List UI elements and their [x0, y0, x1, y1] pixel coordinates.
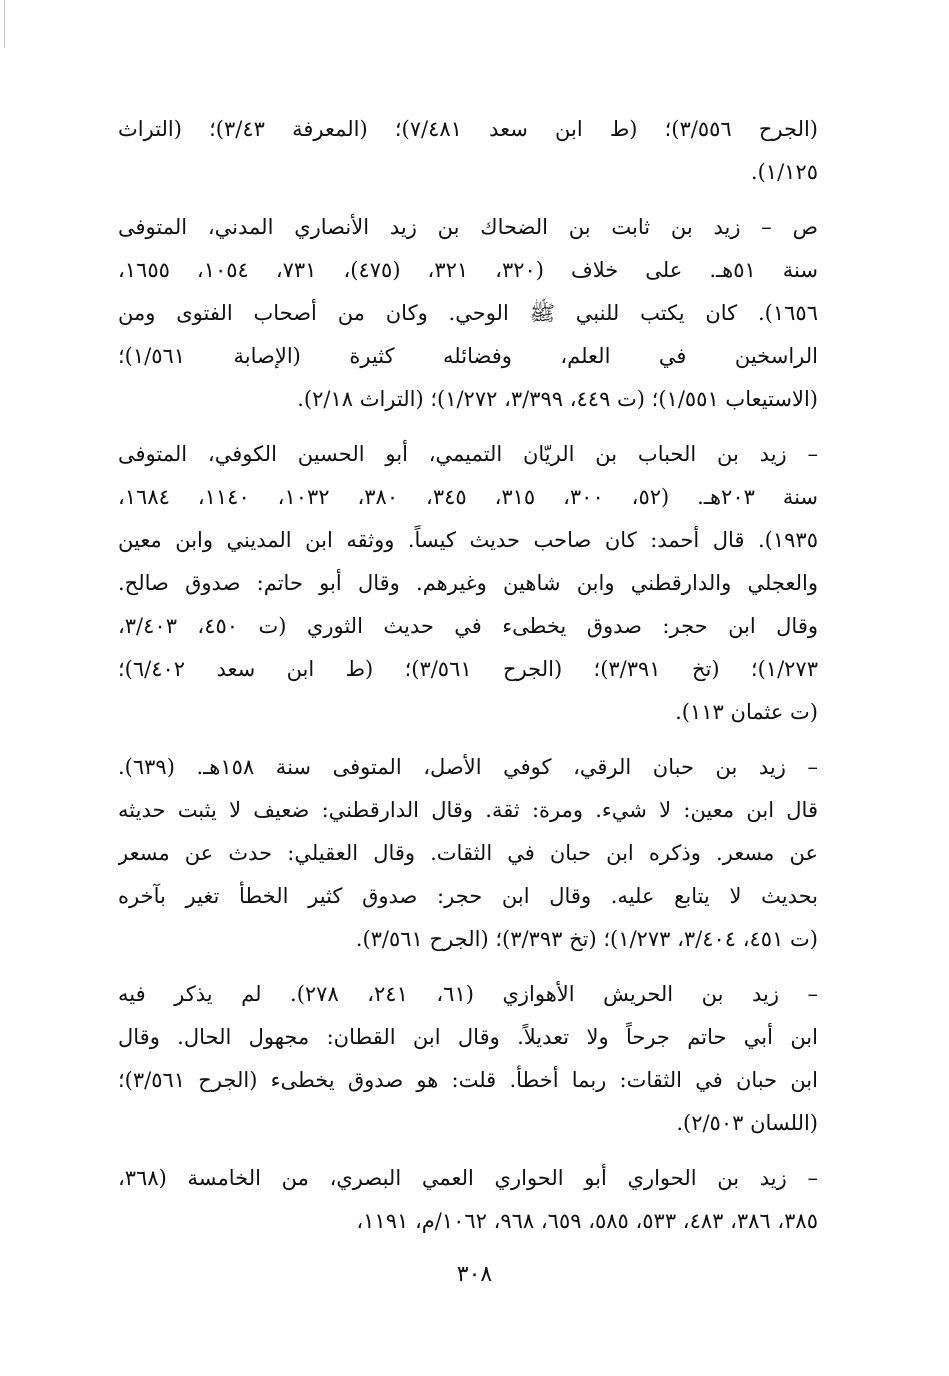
entry-line: ابن حبان في الثقات: ربما أخطأ. قلت: هو صدوق يخطىء (الجرح ٣/٥٦١)؛ [118, 1068, 818, 1092]
entry-line: – زيد بن الحباب بن الريّان التميمي، أبو الحسين الكوفي، المتوفى [118, 442, 818, 466]
entry-line: ١/١٢٥). [750, 160, 818, 184]
entry-line: (اللسان ٢/٥٠٣). [676, 1111, 818, 1135]
entry-line: (الاستيعاب ١/٥٥١)؛ (ت ٤٤٩، ٣/٣٩٩، ١/٢٧٢)؛ (التراث ٢/١٨). [297, 387, 818, 411]
entry-paragraph [118, 973, 818, 1145]
entry-line: سنة ٢٠٣هـ. (٥٢، ٣٠٠، ٣١٥، ٣٤٥، ٣٨٠، ١٠٣٢، ١١٤٠، ١٦٨٤، [118, 485, 818, 509]
scan-edge-mark [4, 0, 5, 48]
entry-line: الراسخين في العلم، وفضائله كثيرة (الإصابة ١/٥٦١)؛ [118, 344, 818, 368]
entry-line: سنة ٥١هـ. على خلاف (٣٢٠، ٣٢١، (٤٧٥)، ٧٣١، ١٠٥٤، ١٦٥٥، [118, 258, 818, 282]
entry-line: (الجرح ٣/٥٥٦)؛ (ط ابن سعد ٧/٤٨١)؛ (المعرفة ٣/٤٣)؛ (التراث [118, 117, 818, 141]
entry-line: ابن أبي حاتم جرحاً ولا تعديلاً. وقال ابن القطان: مجهول الحال. وقال [118, 1025, 818, 1049]
entry-line: ١٦٥٦). كان يكتب للنبي ﷺ الوحي. وكان من أصحاب الفتوى ومن [118, 301, 818, 325]
entry-line: والعجلي والدارقطني وابن شاهين وغيرهم. وقال أبو حاتم: صدوق صالح. [118, 571, 818, 595]
entry-line: قال ابن معين: لا شيء. ومرة: ثقة. وقال الدارقطني: ضعيف لا يثبت حديثه [118, 798, 818, 822]
entry-line: (ت عثمان ١١٣). [675, 700, 818, 724]
entry-line: عن مسعر. وذكره ابن حبان في الثقات. وقال العقيلي: حدث عن مسعر [118, 841, 818, 865]
entry-line: وقال ابن حجر: صدوق يخطىء في حديث الثوري (ت ٤٥٠، ٣/٤٠٣، [118, 614, 818, 638]
entry-line: ١٩٣٥). قال أحمد: كان صاحب حديث كيساً. ووثقه ابن المديني وابن معين [118, 528, 818, 552]
entry-line: ٣٨٥، ٣٨٦، ٤٨٣، ٥٣٣، ٥٨٥، ٦٥٩، ٩٦٨، ١٠٦٢/م، ١١٩١، [356, 1209, 818, 1233]
entry-paragraph [118, 746, 818, 961]
entry-line: – زيد بن حبان الرقي، كوفي الأصل، المتوفى سنة ١٥٨هـ. (٦٣٩). [118, 755, 818, 779]
entry-line: ١/٢٧٣)؛ (تخ ٣/٣٩١)؛ (الجرح ٣/٥٦١)؛ (ط ابن سعد ٦/٤٠٢)؛ [118, 657, 818, 681]
entry-line: بحديث لا يتابع عليه. وقال ابن حجر: صدوق كثير الخطأ تغير بآخره [118, 884, 818, 908]
entry-paragraph [118, 206, 818, 421]
entry-line: (ت ٤٥١، ٣/٤٠٤، ١/٢٧٣)؛ (تخ ٣/٣٩٣)؛ (الجرح ٣/٥٦١). [355, 927, 818, 951]
page-number: ٣٠٨ [456, 1262, 493, 1287]
entry-line: – زيد بن الحواري أبو الحواري العمي البصري، من الخامسة (٣٦٨، [118, 1166, 818, 1190]
entry-paragraph [118, 433, 818, 734]
page-body [118, 108, 818, 1255]
entry-line: ص – زيد بن ثابت بن الضحاك بن زيد الأنصاري المدني، المتوفى [118, 215, 818, 239]
entry-paragraph [118, 108, 818, 194]
entry-line: – زيد بن الحريش الأهوازي (٦١، ٢٤١، ٢٧٨). لم يذكر فيه [118, 982, 818, 1006]
entry-paragraph [118, 1157, 818, 1243]
